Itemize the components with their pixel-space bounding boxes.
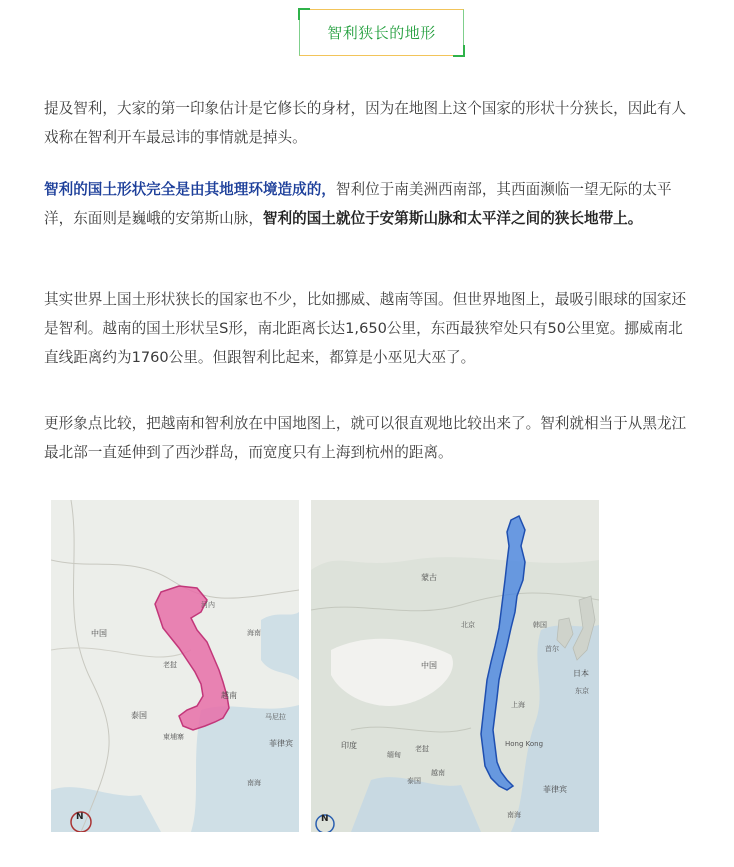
map-label-japan: 日本 [573, 669, 589, 678]
map-label-hainan: 海南 [247, 629, 261, 637]
map-label-tokyo: 东京 [575, 687, 589, 695]
paragraph-geography [44, 175, 694, 233]
map-label-thailand-right: 泰国 [407, 777, 421, 785]
map-label-south-china-sea: 南海 [247, 779, 261, 787]
section-title-box [299, 9, 464, 56]
map-label-china: 中国 [91, 629, 107, 638]
map-label-china-right: 中国 [421, 661, 437, 670]
paragraph-china-map: 更形象点比较，把越南和智利放在中国地图上，就可以很直观地比较出来了。智利就相当于从黑龙江最北部一直延伸到了西沙群岛，而宽度只有上海到杭州的距离。 [44, 415, 687, 461]
map-label-laos-right: 老挝 [415, 745, 429, 753]
map-label-thailand: 泰国 [131, 711, 147, 720]
map-label-korea: 韩国 [533, 621, 547, 629]
map-label-india: 印度 [341, 741, 357, 750]
map-label-philippines-right: 菲律宾 [543, 785, 567, 794]
map-label-hanoi: 河内 [201, 601, 215, 609]
map-label-vietnam-right: 越南 [431, 769, 445, 777]
map-label-vietnam: 越南 [221, 691, 237, 700]
highlight-lead: 智利的国土形状完全是由其地理环境造成的， [44, 181, 336, 198]
section-title: 智利狭长的地形 [327, 24, 436, 42]
map-vietnam [51, 500, 299, 832]
map-label-laos: 老挝 [163, 661, 177, 669]
map-label-myanmar: 缅甸 [387, 751, 401, 759]
map-label-mongolia: 蒙古 [421, 573, 437, 582]
compass-north-right: N [321, 814, 329, 824]
map-label-shanghai: 上海 [511, 701, 525, 709]
compass-north-left: N [76, 812, 84, 822]
paragraph-intro: 提及智利，大家的第一印象估计是它修长的身材，因为在地图上这个国家的形状十分狭长，因此有人戏称在智利开车最忌讳的事情就是掉头。 [44, 100, 687, 146]
map-chile-graphic [311, 500, 599, 832]
map-label-philippines: 菲律宾 [269, 739, 293, 748]
map-label-hong-kong: Hong Kong [505, 740, 544, 748]
highlight-tail: 智利的国土就位于安第斯山脉和太平洋之间的狭长地带上。 [262, 210, 643, 227]
map-label-manila: 马尼拉 [265, 713, 286, 721]
paragraph-geography-body: 智利位于南美洲西南部，其西面濒临一望无际的太平洋，东面则是巍峨的安第斯山脉， [44, 181, 672, 227]
map-label-cambodia: 柬埔寨 [163, 733, 184, 741]
map-label-beijing: 北京 [461, 621, 475, 629]
corner-accent-bottom-right [453, 45, 465, 57]
map-chile-on-china [311, 500, 599, 832]
paragraph-comparison: 其实世界上国土形状狭长的国家也不少，比如挪威、越南等国。但世界地图上，最吸引眼球的国家还是智利。越南的国土形状呈S形，南北距离长达1,650公里，东西最狭窄处只有50公里宽。挪威南北直线距离约为1760公里。但跟智利比起来，都算是小巫见大巫了。 [44, 291, 687, 366]
map-label-seoul: 首尔 [545, 645, 559, 653]
corner-accent-top-left [298, 8, 310, 20]
map-label-south-china-sea-right: 南海 [507, 811, 521, 819]
